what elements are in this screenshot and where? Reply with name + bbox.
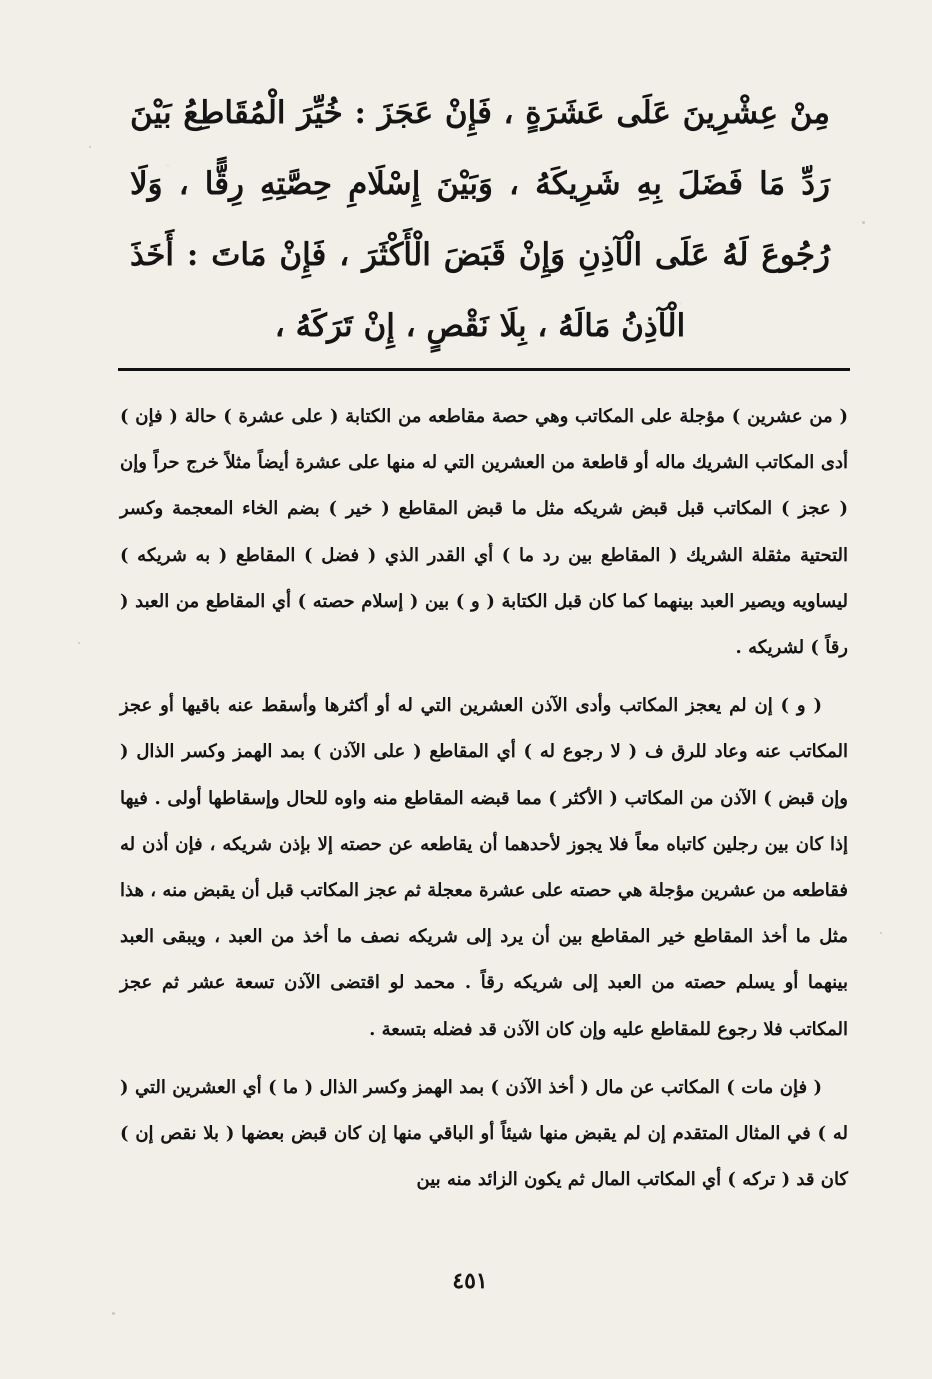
matn-text: مِنْ عِشْرِينَ عَلَى عَشَرَةٍ ، فَإِنْ عَجَزَ : خُيِّرَ الْمُقَاطِعُ بَيْنَ رَدِّ مَا فَضَلَ بِهِ شَرِيكَهُ ، وَبَيْنَ إِسْلَامِ حِصَّتِهِ رِقًّا ، وَلَا رُجُوعَ لَهُ عَلَى الْآذِنِ وَإِنْ قَبَضَ الْأَكْثَرَ ، فَإِنْ مَاتَ : أَخَذَ الْآذِنُ مَالَهُ ، بِلَا نَقْصٍ ، إِنْ تَرَكَهُ ، [130,95,830,344]
paper-speck [78,642,80,644]
commentary-paragraph-2: ( و ) إن لم يعجز المكاتب وأدى الآذن العشرين التي له أو أكثرها وأسقط عنه باقيها أو عجز المكاتب عنه وعاد للرق ف ( لا رجوع له ) أي المقاطع ( على الآذن ) بمد الهمز وكسر الذال ( وإن قبض ) الآذن من المكاتب ( الأكثر ) مما قبضه المقاطع منه واوه للحال وإسقاطها أولى . فيها إذا كان بين رجلين كاتباه معاً فلا يجوز لأحدهما أن يقاطعه عن حصته إلا بإذن شريكه ، فإن أذن له فقاطعه من عشرين مؤجلة هي حصته على عشرة معجلة ثم عجز المكاتب قبل أن يقبض منه ، هذا مثل ما أخذ المقاطع خير المقاطع بين أن يرد إلى شريكه نصف ما أخذ من العبد ، ويبقى العبد بينهما أو يسلم حصته من العبد إلى شريكه رقاً . محمد لو اقتضى الآذن تسعة عشر ثم عجز المكاتب فلا رجوع للمقاطع عليه وإن كان الآذن قد فضله بتسعة . [120,695,848,1040]
paper-speck [862,221,865,224]
separator-line [118,368,850,371]
commentary-paragraph-1: ( من عشرين ) مؤجلة على المكاتب وهي حصة مقاطعه من الكتابة ( على عشرة ) حالة ( فإن ) أدى المكاتب الشريك ماله أو قاطعة من العشرين التي له منها على عشرة أيضاً مثلاً خرج حراً وإن ( عجز ) المكاتب قبل قبض شريكه مثل ما قبض المقاطع ( خير ) بضم الخاء المعجمة وكسر التحتية مثقلة الشريك ( المقاطع بين رد ما ) أي القدر الذي ( فضل ) المقاطع ( به شريكه ) ليساويه ويصير العبد بينهما كما كان قبل الكتابة ( و ) بين ( إسلام حصته ) أي المقاطع من العبد ( رقاً ) لشريكه . [120,406,848,659]
paper-speck [112,1312,115,1315]
paper-speck [89,146,91,148]
paper-speck [880,932,882,934]
commentary [120,394,848,1215]
commentary-paragraph-3: ( فإن مات ) المكاتب عن مال ( أخذ الآذن ) بمد الهمز وكسر الذال ( ما ) أي العشرين التي ( له ) في المثال المتقدم إن لم يقبض منها شيئاً أو الباقي منها إن كان قبض بعضها ( بلا نقص إن ) كان قد ( تركه ) أي المكاتب المال ثم يكون الزائد منه بين [120,1076,848,1191]
page-number: ٤٥١ [452,1268,488,1294]
